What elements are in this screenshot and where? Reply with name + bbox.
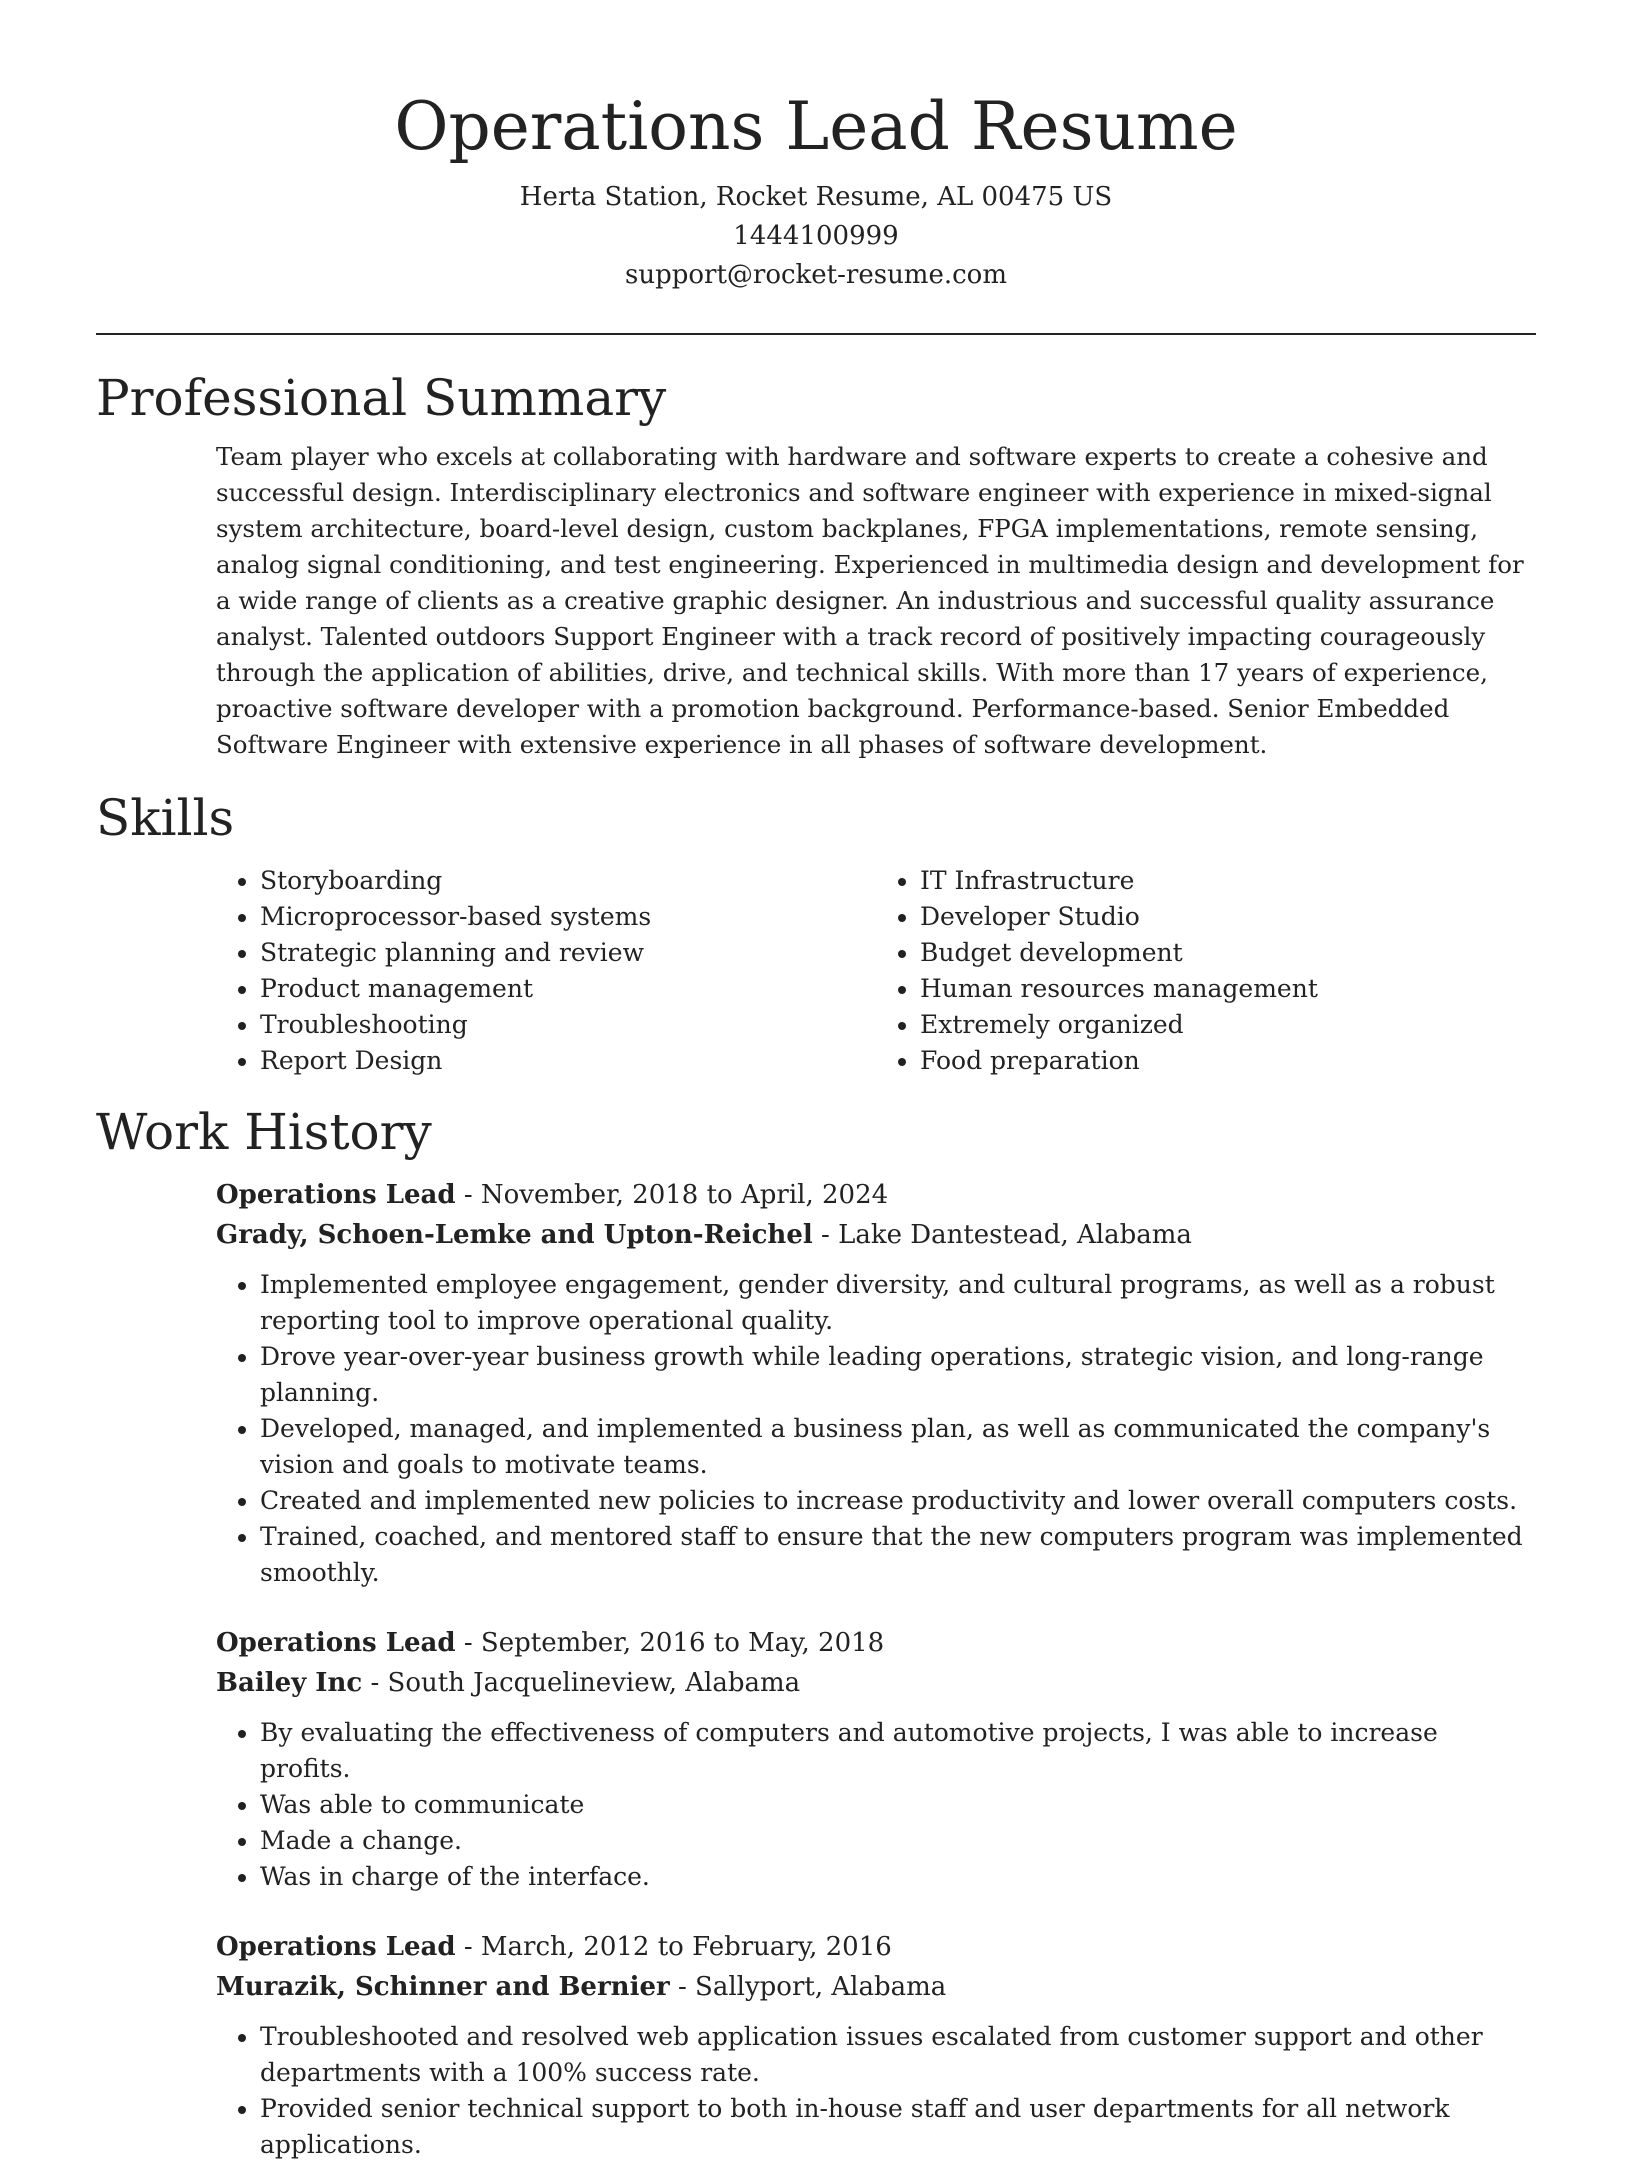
skill-item: • Product management bbox=[260, 971, 876, 1007]
job-bullet: • Was able to communicate bbox=[260, 1787, 1536, 1823]
job-company-line bbox=[216, 1967, 1536, 2007]
job-dates: - September, 2016 to May, 2018 bbox=[455, 1628, 885, 1658]
resume-page bbox=[96, 0, 1536, 2163]
skills-column-left bbox=[216, 863, 876, 1079]
job-bullets bbox=[216, 2019, 1536, 2163]
job-dates: - March, 2012 to February, 2016 bbox=[455, 1932, 892, 1962]
job-bullet: • Developed, managed, and implemented a business plan, as well as communicated the company's vision and goals to motivate teams. bbox=[260, 1411, 1536, 1483]
job-bullet: • Provided senior technical support to both in-house staff and user departments for all network applications. bbox=[260, 2091, 1536, 2163]
job-entry bbox=[216, 1927, 1536, 2163]
skill-item: • Budget development bbox=[920, 935, 1536, 971]
address: Herta Station, Rocket Resume, AL 00475 US bbox=[519, 182, 1113, 212]
job-title-line bbox=[216, 1175, 1536, 1215]
skill-item: • Storyboarding bbox=[260, 863, 876, 899]
summary-heading: Professional Summary bbox=[96, 369, 667, 427]
job-bullet: • Created and implemented new policies to increase productivity and lower overall computers costs. bbox=[260, 1483, 1536, 1519]
job-role: Operations Lead bbox=[216, 1932, 456, 1962]
skill-item: • Human resources management bbox=[920, 971, 1536, 1007]
email: support@rocket-resume.com bbox=[624, 260, 1007, 290]
skill-item: • Microprocessor-based systems bbox=[260, 899, 876, 935]
job-entry bbox=[216, 1175, 1536, 1591]
skills-heading: Skills bbox=[96, 789, 235, 847]
skills-column-right bbox=[876, 863, 1536, 1079]
job-title-line bbox=[216, 1927, 1536, 1967]
skill-item: • Developer Studio bbox=[920, 899, 1536, 935]
job-entry bbox=[216, 1623, 1536, 1895]
job-title-line bbox=[216, 1623, 1536, 1663]
job-bullet: • Drove year-over-year business growth while leading operations, strategic vision, and long-range planning. bbox=[260, 1339, 1536, 1411]
job-bullet: • Trained, coached, and mentored staff to ensure that the new computers program was implemented smoothly. bbox=[260, 1519, 1536, 1591]
job-bullets bbox=[216, 1267, 1536, 1591]
resume-title: Operations Lead Resume bbox=[394, 88, 1238, 165]
job-bullet: • Was in charge of the interface. bbox=[260, 1859, 1536, 1895]
job-bullets bbox=[216, 1715, 1536, 1895]
job-role: Operations Lead bbox=[216, 1180, 456, 1210]
job-dates: - November, 2018 to April, 2024 bbox=[455, 1180, 889, 1210]
skill-item: • Food preparation bbox=[920, 1043, 1536, 1079]
job-company: Murazik, Schinner and Bernier bbox=[216, 1972, 670, 2002]
skill-item: • Troubleshooting bbox=[260, 1007, 876, 1043]
job-company: Bailey Inc bbox=[216, 1668, 363, 1698]
summary-text: Team player who excels at collaborating with hardware and software experts to create a cohesive and successful design. Interdisciplinary electronics and software engineer with experience in mixed-signal system architecture, board-level design, custom backplanes, FPGA implementations, remote sensing, analog signal conditioning, and test engineering. Experienced in multimedia design and development for a wide range of clients as a creative graphic designer. An industrious and successful quality assurance analyst. Talented outdoors Support Engineer with a track record of positively impacting courageously through the application of abilities, drive, and technical skills. With more than 17 years of experience, proactive software developer with a promotion background. Performance-based. Senior Embedded Software Engineer with extensive experience in all phases of software development. bbox=[216, 442, 1524, 759]
skill-item: • IT Infrastructure bbox=[920, 863, 1536, 899]
skill-item: • Strategic planning and review bbox=[260, 935, 876, 971]
job-bullet: • By evaluating the effectiveness of computers and automotive projects, I was able to increase profits. bbox=[260, 1715, 1536, 1787]
resume-header bbox=[96, 0, 1536, 295]
skill-item: • Report Design bbox=[260, 1043, 876, 1079]
job-location: - Lake Dantestead, Alabama bbox=[812, 1220, 1192, 1250]
phone: 1444100999 bbox=[733, 221, 899, 251]
job-location: - South Jacquelineview, Alabama bbox=[362, 1668, 801, 1698]
job-role: Operations Lead bbox=[216, 1628, 456, 1658]
job-bullet: • Troubleshooted and resolved web application issues escalated from customer support and other departments with a 100% success rate. bbox=[260, 2019, 1536, 2091]
skill-item: • Extremely organized bbox=[920, 1007, 1536, 1043]
job-location: - Sallyport, Alabama bbox=[669, 1972, 947, 2002]
job-bullet: • Implemented employee engagement, gender diversity, and cultural programs, as well as a robust reporting tool to improve operational quality. bbox=[260, 1267, 1536, 1339]
job-company: Grady, Schoen-Lemke and Upton-Reichel bbox=[216, 1220, 813, 1250]
work-history-heading: Work History bbox=[96, 1103, 432, 1161]
job-company-line bbox=[216, 1663, 1536, 1703]
job-bullet: • Made a change. bbox=[260, 1823, 1536, 1859]
job-company-line bbox=[216, 1215, 1536, 1255]
skills-grid bbox=[216, 863, 1536, 1079]
header-divider bbox=[96, 333, 1536, 335]
